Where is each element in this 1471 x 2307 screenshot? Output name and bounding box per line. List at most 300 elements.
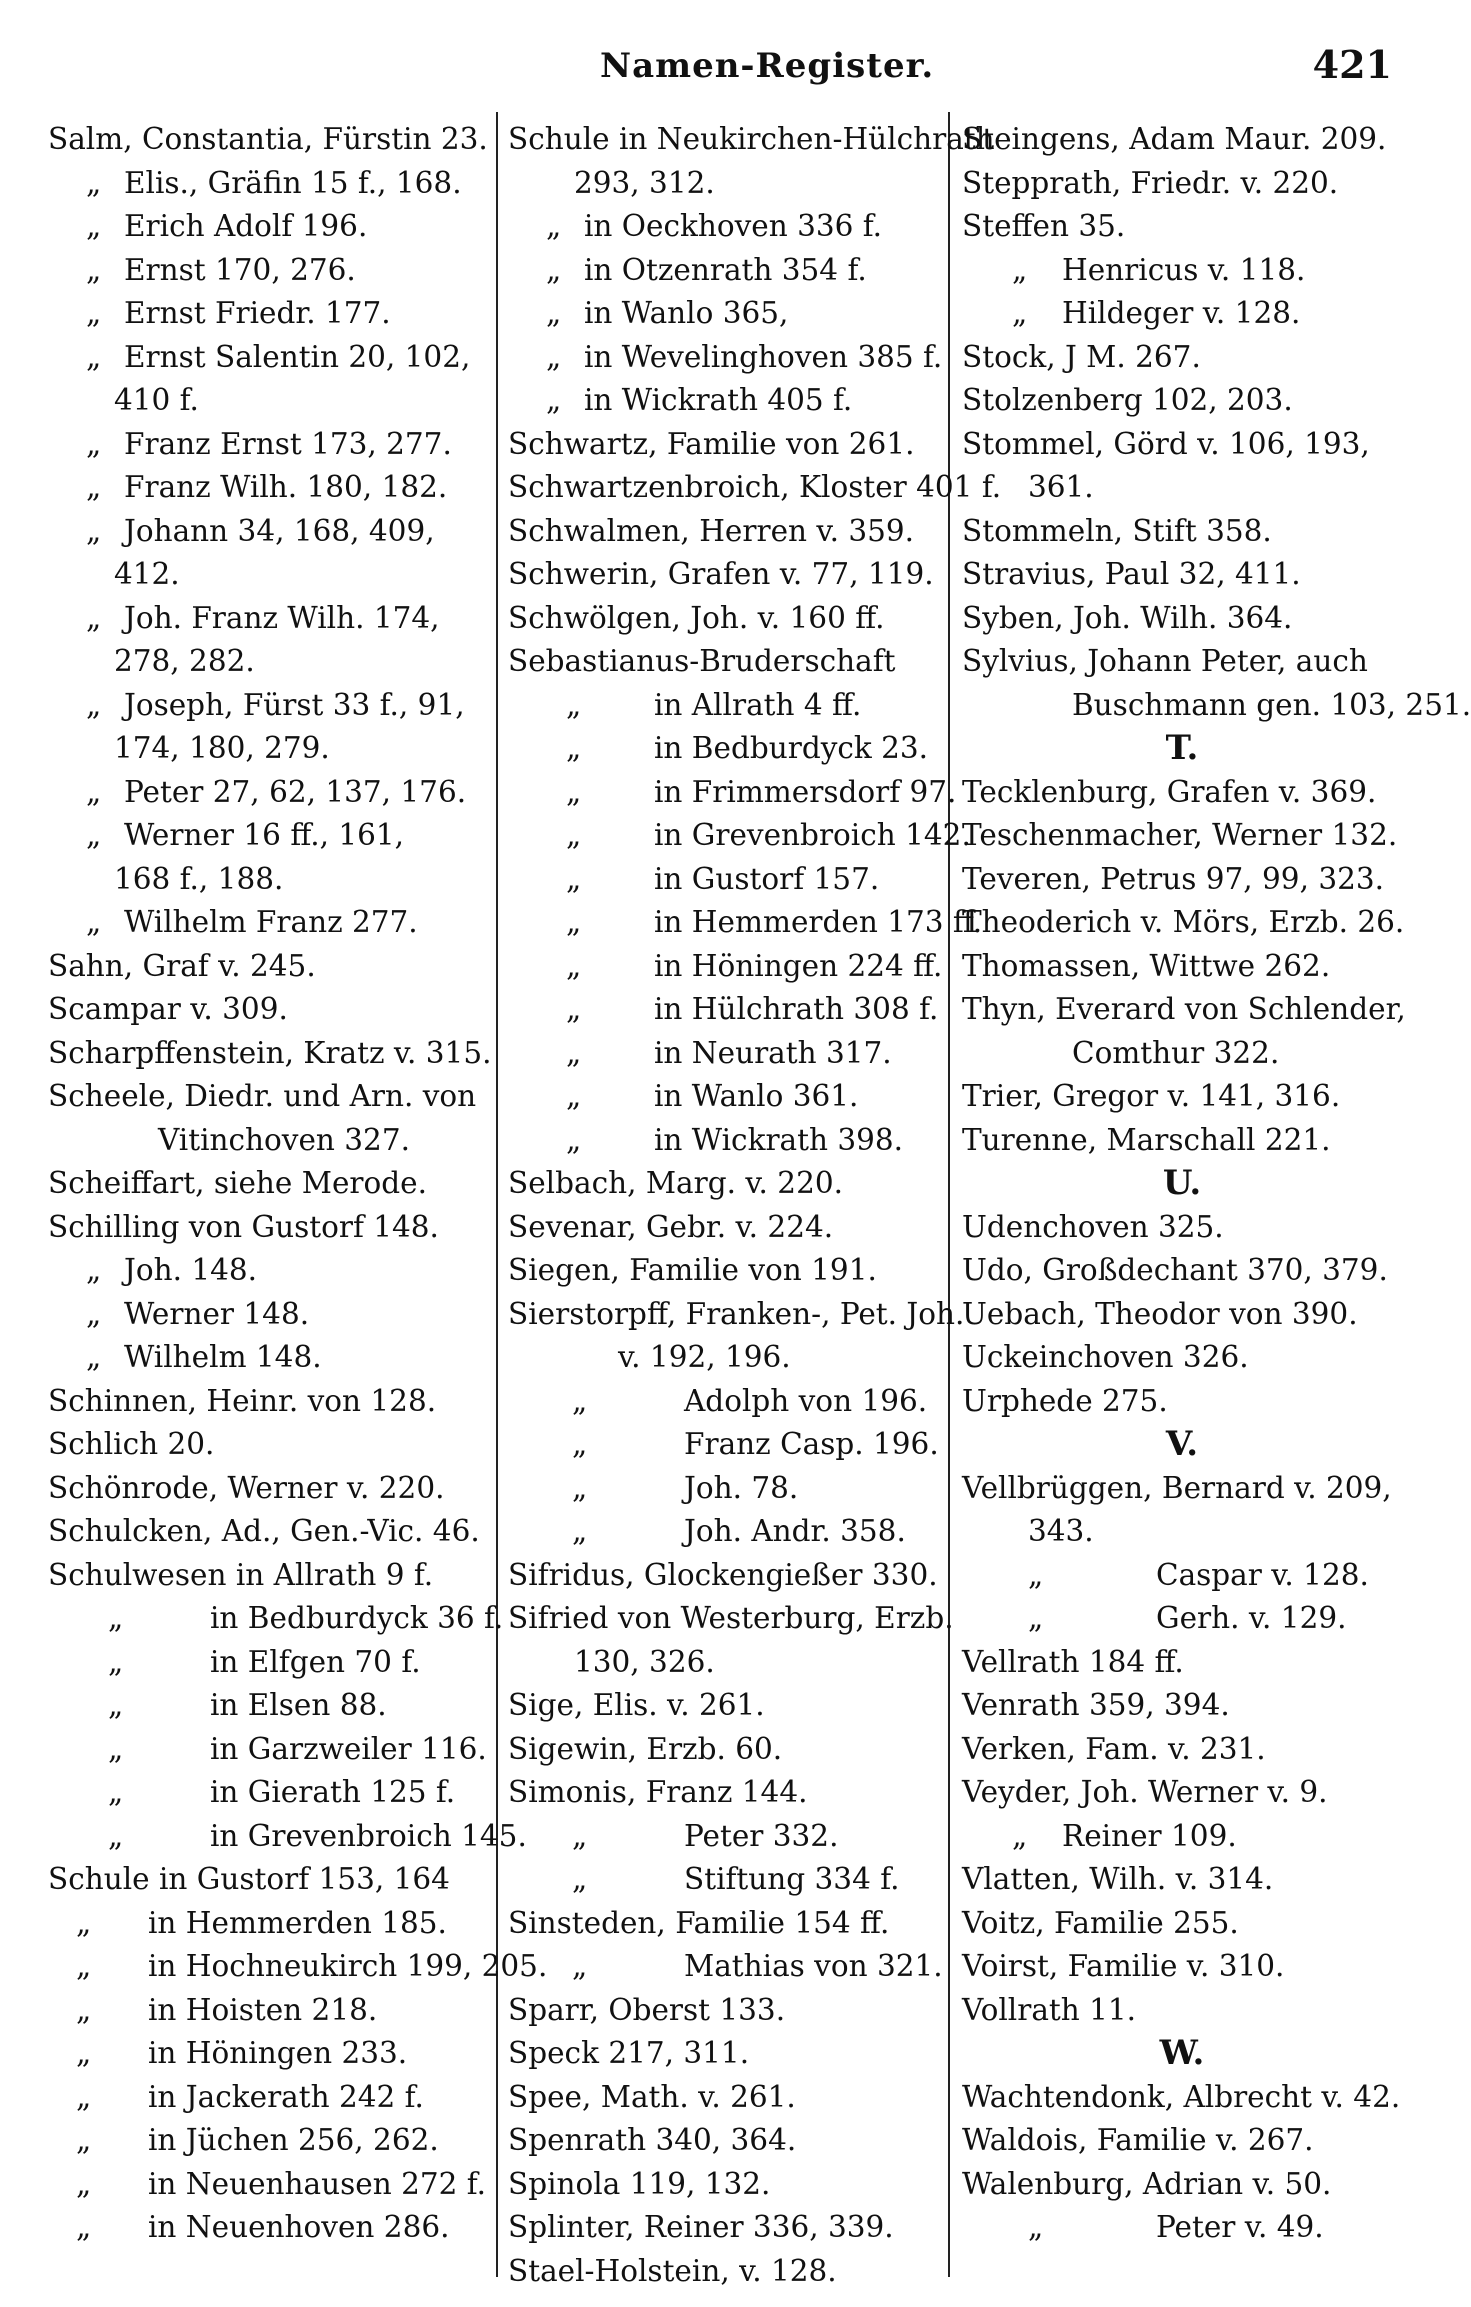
entry-text: Joh. Franz Wilh. 174, bbox=[124, 600, 440, 635]
entry-text: Ernst 170, 276. bbox=[124, 252, 356, 287]
index-entry bbox=[508, 1206, 940, 1250]
entry-text: in Wevelinghoven 385 f. bbox=[584, 339, 943, 374]
entry-text: Franz Ernst 173, 277. bbox=[124, 426, 452, 461]
entry-text: in Frimmersdorf 97. bbox=[654, 774, 957, 809]
entry-text: in Hochneukirch 199, 205. bbox=[148, 1949, 548, 1983]
index-entry bbox=[962, 597, 1402, 641]
index-entry bbox=[508, 1075, 940, 1119]
index-entry bbox=[508, 205, 940, 249]
index-entry bbox=[962, 1206, 1402, 1250]
ditto-mark: „ bbox=[86, 1253, 102, 1287]
entry-text: Stravius, Paul 32, 411. bbox=[962, 557, 1301, 591]
index-entry bbox=[48, 727, 493, 771]
index-entry bbox=[962, 814, 1402, 858]
ditto-mark: „ bbox=[86, 252, 102, 287]
entry-text: Vellbrüggen, Bernard v. 209, bbox=[962, 1470, 1392, 1505]
ditto-mark: „ bbox=[86, 1296, 102, 1331]
ditto-mark: „ bbox=[108, 1775, 124, 1809]
entry-text: Sinsteden, Familie 154 ff. bbox=[508, 1905, 890, 1940]
entry-text: Verken, Fam. v. 231. bbox=[962, 1731, 1266, 1766]
ditto-mark: „ bbox=[86, 296, 102, 330]
index-entry bbox=[508, 1902, 940, 1946]
index-entry bbox=[962, 1119, 1402, 1163]
ditto-mark: „ bbox=[1012, 1818, 1028, 1853]
index-entry bbox=[508, 1336, 940, 1380]
entry-text: in Jackerath 242 f. bbox=[148, 2079, 424, 2114]
entry-text: Schwerin, Grafen v. 77, 119. bbox=[508, 557, 934, 591]
entry-text: Schwartz, Familie von 261. bbox=[508, 426, 915, 461]
index-entry bbox=[48, 1206, 493, 1250]
entry-text: in Wickrath 398. bbox=[654, 1122, 904, 1157]
ditto-mark: „ bbox=[566, 1079, 582, 1113]
entry-text: Schwalmen, Herren v. 359. bbox=[508, 513, 915, 548]
entry-text: Stommeln, Stift 358. bbox=[962, 513, 1272, 548]
entry-text: Franz Wilh. 180, 182. bbox=[124, 470, 448, 504]
entry-text: Vollrath 11. bbox=[962, 1992, 1137, 2027]
ditto-mark: „ bbox=[108, 1688, 124, 1722]
entry-text: Ernst Friedr. 177. bbox=[124, 296, 391, 330]
index-entry bbox=[508, 2250, 940, 2294]
index-entry bbox=[962, 1858, 1402, 1902]
index-entry bbox=[962, 2206, 1402, 2250]
entry-text: Trier, Gregor v. 141, 316. bbox=[962, 1079, 1341, 1113]
ditto-mark: „ bbox=[86, 426, 102, 461]
entry-text: Schlich 20. bbox=[48, 1427, 215, 1461]
entry-text: Schulcken, Ad., Gen.-Vic. 46. bbox=[48, 1514, 480, 1548]
ditto-mark: „ bbox=[1028, 2210, 1044, 2244]
entry-text: Vlatten, Wilh. v. 314. bbox=[962, 1862, 1274, 1896]
ditto-mark: „ bbox=[1012, 252, 1028, 287]
ditto-mark: „ bbox=[86, 513, 102, 548]
entry-text: Steffen 35. bbox=[962, 209, 1126, 243]
entry-text: Udo, Großdechant 370, 379. bbox=[962, 1253, 1388, 1287]
ditto-mark: „ bbox=[566, 861, 582, 896]
ditto-mark: „ bbox=[566, 731, 582, 765]
entry-text: Stock, J M. 267. bbox=[962, 339, 1201, 374]
entry-text: Vitinchoven 327. bbox=[158, 1122, 410, 1157]
entry-text: 278, 282. bbox=[114, 644, 255, 678]
index-entry bbox=[48, 1380, 493, 1424]
entry-text: Peter 332. bbox=[684, 1818, 839, 1853]
ditto-mark: „ bbox=[86, 600, 102, 635]
index-entry bbox=[48, 2076, 493, 2120]
ditto-mark: „ bbox=[546, 339, 562, 374]
index-entry bbox=[962, 249, 1402, 293]
index-entry bbox=[962, 1902, 1402, 1946]
entry-text: Waldois, Familie v. 267. bbox=[962, 2123, 1314, 2157]
index-entry bbox=[508, 162, 940, 206]
entry-text: Joh. 78. bbox=[684, 1470, 799, 1505]
index-entry bbox=[508, 1641, 940, 1685]
index-entry bbox=[508, 858, 940, 902]
index-entry bbox=[508, 553, 940, 597]
entry-text: Sahn, Graf v. 245. bbox=[48, 948, 316, 983]
entry-text: Schwartzenbroich, Kloster 401 f. bbox=[508, 470, 1002, 504]
entry-text: Comthur 322. bbox=[1072, 1035, 1280, 1070]
entry-text: Henricus v. 118. bbox=[1062, 252, 1306, 287]
entry-text: Wilhelm Franz 277. bbox=[124, 905, 418, 939]
entry-text: in Garzweiler 116. bbox=[210, 1731, 487, 1766]
index-entry bbox=[508, 1728, 940, 1772]
entry-text: Siegen, Familie von 191. bbox=[508, 1253, 877, 1287]
entry-text: Wilhelm 148. bbox=[124, 1340, 322, 1374]
entry-text: Urphede 275. bbox=[962, 1383, 1168, 1418]
index-entry bbox=[962, 2163, 1402, 2207]
index-entry bbox=[48, 1771, 493, 1815]
entry-text: in Gustorf 157. bbox=[654, 861, 880, 896]
entry-text: Schinnen, Heinr. von 128. bbox=[48, 1383, 437, 1418]
entry-text: in Hemmerden 173 ff. bbox=[654, 905, 983, 939]
entry-text: 343. bbox=[1028, 1514, 1094, 1548]
entry-text: in Neuenhoven 286. bbox=[148, 2210, 450, 2244]
entry-text: Johann 34, 168, 409, bbox=[124, 513, 435, 548]
index-entry bbox=[508, 771, 957, 815]
index-entry bbox=[48, 1945, 548, 1989]
ditto-mark: „ bbox=[86, 1340, 102, 1374]
index-entry bbox=[48, 858, 493, 902]
index-entry bbox=[508, 684, 940, 728]
index-entry bbox=[508, 423, 940, 467]
section-letter: W. bbox=[1159, 2033, 1205, 2073]
entry-text: in Jüchen 256, 262. bbox=[148, 2123, 439, 2157]
index-entry bbox=[48, 205, 493, 249]
index-entry bbox=[48, 814, 493, 858]
index-entry bbox=[962, 988, 1406, 1032]
index-entry bbox=[508, 1032, 940, 1076]
entry-text: Sparr, Oberst 133. bbox=[508, 1992, 786, 2027]
entry-text: Thyn, Everard von Schlender, bbox=[962, 992, 1406, 1026]
entry-text: Caspar v. 128. bbox=[1156, 1557, 1369, 1592]
index-entry bbox=[48, 2206, 493, 2250]
ditto-mark: „ bbox=[572, 1949, 588, 1983]
index-entry bbox=[508, 336, 943, 380]
entry-text: Scharpffenstein, Kratz v. 315. bbox=[48, 1035, 492, 1070]
index-entry bbox=[508, 2119, 940, 2163]
index-entry bbox=[508, 118, 995, 162]
entry-text: Walenburg, Adrian v. 50. bbox=[962, 2166, 1332, 2201]
page-number: 421 bbox=[1312, 42, 1392, 87]
ditto-mark: „ bbox=[108, 1731, 124, 1766]
index-entry bbox=[508, 2032, 940, 2076]
entry-text: Peter 27, 62, 137, 176. bbox=[124, 774, 467, 809]
section-letter: U. bbox=[1162, 1163, 1202, 1203]
entry-text: in Höningen 224 ff. bbox=[654, 948, 943, 983]
entry-text: Spinola 119, 132. bbox=[508, 2166, 771, 2201]
index-entry bbox=[48, 945, 493, 989]
ditto-mark: „ bbox=[572, 1427, 588, 1461]
ditto-mark: „ bbox=[1012, 296, 1028, 330]
index-entry bbox=[962, 1989, 1402, 2033]
ditto-mark: „ bbox=[566, 1122, 582, 1157]
entry-text: Teveren, Petrus 97, 99, 323. bbox=[962, 861, 1385, 896]
index-entry bbox=[962, 292, 1402, 336]
index-entry bbox=[48, 1902, 493, 1946]
entry-text: Theoderich v. Mörs, Erzb. 26. bbox=[962, 905, 1405, 939]
entry-text: Spenrath 340, 364. bbox=[508, 2123, 797, 2157]
entry-text: 293, 312. bbox=[574, 165, 715, 200]
index-entry bbox=[962, 510, 1402, 554]
ditto-mark: „ bbox=[76, 2166, 92, 2201]
ditto-mark: „ bbox=[76, 2210, 92, 2244]
entry-text: Sylvius, Johann Peter, auch bbox=[962, 644, 1368, 678]
index-entry bbox=[508, 640, 940, 684]
entry-text: Joseph, Fürst 33 f., 91, bbox=[124, 687, 465, 722]
entry-text: Splinter, Reiner 336, 339. bbox=[508, 2210, 894, 2244]
index-entry bbox=[962, 1597, 1402, 1641]
entry-text: Sifried von Westerburg, Erzb. bbox=[508, 1601, 954, 1635]
index-entry bbox=[508, 1554, 940, 1598]
index-entry bbox=[48, 2119, 493, 2163]
entry-text: Stolzenberg 102, 203. bbox=[962, 383, 1293, 417]
entry-text: in Hoisten 218. bbox=[148, 1992, 378, 2027]
ditto-mark: „ bbox=[76, 2123, 92, 2157]
index-entry bbox=[962, 945, 1402, 989]
entry-text: Franz Casp. 196. bbox=[684, 1427, 939, 1461]
index-entry bbox=[48, 1423, 493, 1467]
index-entry bbox=[48, 2032, 493, 2076]
index-entry bbox=[508, 1945, 943, 1989]
entry-text: Schilling von Gustorf 148. bbox=[48, 1209, 439, 1244]
index-entry bbox=[508, 814, 971, 858]
ditto-mark: „ bbox=[566, 774, 582, 809]
entry-text: in Elsen 88. bbox=[210, 1688, 387, 1722]
entry-text: in Grevenbroich 145. bbox=[210, 1818, 527, 1853]
entry-text: Turenne, Marschall 221. bbox=[962, 1122, 1331, 1157]
entry-text: Schwölgen, Joh. v. 160 ff. bbox=[508, 600, 885, 635]
entry-text: Tecklenburg, Grafen v. 369. bbox=[962, 774, 1377, 809]
ditto-mark: „ bbox=[76, 1949, 92, 1983]
index-entry bbox=[962, 1684, 1402, 1728]
entry-text: Speck 217, 311. bbox=[508, 2036, 750, 2070]
index-entry bbox=[48, 1510, 493, 1554]
entry-text: Scheiffart, siehe Merode. bbox=[48, 1166, 427, 1200]
index-entry bbox=[508, 1467, 940, 1511]
entry-text: Werner 148. bbox=[124, 1296, 310, 1331]
entry-text: Vellrath 184 ff. bbox=[962, 1644, 1184, 1679]
entry-text: Joh. Andr. 358. bbox=[684, 1514, 906, 1548]
entry-text: Adolph von 196. bbox=[684, 1383, 928, 1418]
entry-text: in Allrath 4 ff. bbox=[654, 687, 862, 722]
index-entry bbox=[508, 379, 940, 423]
entry-text: 410 f. bbox=[114, 383, 199, 417]
index-entry bbox=[48, 1467, 493, 1511]
index-entry bbox=[48, 249, 493, 293]
index-entry bbox=[48, 771, 493, 815]
index-entry bbox=[962, 1554, 1402, 1598]
ditto-mark: „ bbox=[76, 2036, 92, 2070]
entry-text: Simonis, Franz 144. bbox=[508, 1775, 808, 1809]
index-entry bbox=[48, 1075, 493, 1119]
ditto-mark: „ bbox=[1028, 1557, 1044, 1592]
ditto-mark: „ bbox=[572, 1818, 588, 1853]
entry-text: in Hemmerden 185. bbox=[148, 1905, 447, 1940]
ditto-mark: „ bbox=[572, 1470, 588, 1505]
ditto-mark: „ bbox=[546, 252, 562, 287]
index-entry bbox=[48, 336, 493, 380]
index-entry bbox=[48, 1989, 493, 2033]
ditto-mark: „ bbox=[86, 165, 102, 200]
ditto-mark: „ bbox=[566, 992, 582, 1026]
ditto-mark: „ bbox=[86, 818, 102, 852]
index-entry bbox=[48, 1641, 493, 1685]
index-entry bbox=[962, 1293, 1402, 1337]
index-entry bbox=[48, 162, 493, 206]
entry-text: Werner 16 ff., 161, bbox=[124, 818, 405, 852]
index-entry bbox=[48, 597, 493, 641]
index-entry bbox=[508, 901, 983, 945]
index-entry bbox=[508, 1380, 940, 1424]
index-entry bbox=[48, 379, 493, 423]
entry-text: Hildeger v. 128. bbox=[1062, 296, 1301, 330]
index-entry bbox=[508, 1858, 940, 1902]
index-entry bbox=[48, 1815, 527, 1859]
index-entry bbox=[508, 988, 940, 1032]
entry-text: Gerh. v. 129. bbox=[1156, 1601, 1347, 1635]
index-entry bbox=[48, 901, 493, 945]
entry-text: in Neuenhausen 272 f. bbox=[148, 2166, 487, 2201]
entry-text: Stiftung 334 f. bbox=[684, 1862, 900, 1896]
index-entry bbox=[962, 1336, 1402, 1380]
index-entry bbox=[48, 684, 493, 728]
entry-text: Buschmann gen. 103, 251. bbox=[1072, 687, 1471, 722]
entry-text: 174, 180, 279. bbox=[114, 731, 330, 765]
entry-text: 361. bbox=[1028, 470, 1094, 504]
index-entry bbox=[48, 1554, 493, 1598]
index-entry bbox=[48, 118, 493, 162]
entry-text: in Elfgen 70 f. bbox=[210, 1644, 421, 1679]
index-entry bbox=[508, 1293, 965, 1337]
index-entry bbox=[48, 1597, 504, 1641]
index-entry bbox=[508, 1119, 940, 1163]
ditto-mark: „ bbox=[546, 209, 562, 243]
entry-text: Sevenar, Gebr. v. 224. bbox=[508, 1209, 834, 1244]
index-entry bbox=[962, 1945, 1402, 1989]
index-entry bbox=[962, 901, 1405, 945]
entry-text: in Gierath 125 f. bbox=[210, 1775, 456, 1809]
index-entry bbox=[508, 510, 940, 554]
index-entry bbox=[508, 945, 943, 989]
index-entry bbox=[962, 1467, 1402, 1511]
entry-text: 168 f., 188. bbox=[114, 861, 284, 896]
entry-text: Thomassen, Wittwe 262. bbox=[962, 948, 1331, 983]
index-entry bbox=[962, 1771, 1402, 1815]
entry-text: 412. bbox=[114, 557, 180, 591]
ditto-mark: „ bbox=[76, 2079, 92, 2114]
index-entry bbox=[962, 1249, 1402, 1293]
index-entry bbox=[508, 727, 940, 771]
entry-text: in Bedburdyck 36 f. bbox=[210, 1601, 504, 1635]
index-entry bbox=[508, 1771, 940, 1815]
index-entry bbox=[508, 2206, 940, 2250]
index-entry bbox=[48, 553, 493, 597]
index-entry bbox=[48, 2163, 493, 2207]
index-entry bbox=[48, 1293, 493, 1337]
index-entry bbox=[508, 1249, 940, 1293]
column-divider bbox=[948, 112, 950, 2277]
section-letter: V. bbox=[1165, 1424, 1199, 1464]
entry-text: in Wickrath 405 f. bbox=[584, 383, 853, 417]
index-entry bbox=[508, 1989, 940, 2033]
index-entry bbox=[962, 2076, 1402, 2120]
index-entry bbox=[508, 1510, 940, 1554]
entry-text: Peter v. 49. bbox=[1156, 2210, 1324, 2244]
index-entry bbox=[508, 1162, 940, 1206]
entry-text: in Wanlo 361. bbox=[654, 1079, 859, 1113]
entry-text: in Oeckhoven 336 f. bbox=[584, 209, 883, 243]
entry-text: in Otzenrath 354 f. bbox=[584, 252, 867, 287]
entry-text: Uebach, Theodor von 390. bbox=[962, 1296, 1358, 1331]
index-entry bbox=[48, 1728, 493, 1772]
ditto-mark: „ bbox=[566, 687, 582, 722]
entry-text: Sebastianus-Bruderschaft bbox=[508, 644, 896, 678]
index-entry bbox=[962, 553, 1402, 597]
ditto-mark: „ bbox=[76, 1905, 92, 1940]
index-entry bbox=[48, 423, 493, 467]
index-entry bbox=[962, 1032, 1402, 1076]
entry-text: in Bedburdyck 23. bbox=[654, 731, 929, 765]
index-entry bbox=[508, 249, 940, 293]
index-column-3 bbox=[962, 118, 1471, 2250]
entry-text: Steingens, Adam Maur. 209. bbox=[962, 122, 1387, 156]
index-entry bbox=[508, 1815, 940, 1859]
entry-text: Spee, Math. v. 261. bbox=[508, 2079, 796, 2114]
index-entry bbox=[508, 1597, 954, 1641]
index-entry bbox=[962, 1815, 1402, 1859]
ditto-mark: „ bbox=[546, 296, 562, 330]
index-entry bbox=[962, 771, 1402, 815]
entry-text: Sige, Elis. v. 261. bbox=[508, 1688, 765, 1722]
index-entry bbox=[962, 162, 1402, 206]
entry-text: Voitz, Familie 255. bbox=[962, 1905, 1239, 1940]
index-entry bbox=[48, 1119, 493, 1163]
entry-text: Venrath 359, 394. bbox=[962, 1688, 1230, 1722]
entry-text: Voirst, Familie v. 310. bbox=[962, 1949, 1285, 1983]
ditto-mark: „ bbox=[566, 905, 582, 939]
index-entry bbox=[48, 510, 493, 554]
page-header bbox=[0, 38, 1440, 98]
index-entry bbox=[508, 466, 1002, 510]
ditto-mark: „ bbox=[566, 948, 582, 983]
entry-text: Syben, Joh. Wilh. 364. bbox=[962, 600, 1293, 635]
entry-text: Ernst Salentin 20, 102, bbox=[124, 339, 471, 374]
entry-text: in Wanlo 365, bbox=[584, 296, 789, 330]
index-entry bbox=[962, 1380, 1402, 1424]
ditto-mark: „ bbox=[1028, 1601, 1044, 1635]
ditto-mark: „ bbox=[546, 383, 562, 417]
entry-text: Sierstorpff, Franken-, Pet. Joh. bbox=[508, 1296, 965, 1331]
index-entry bbox=[962, 640, 1402, 684]
index-entry bbox=[962, 379, 1402, 423]
ditto-mark: „ bbox=[86, 339, 102, 374]
entry-text: Schule in Neukirchen-Hülchrath bbox=[508, 122, 995, 156]
entry-text: Stepprath, Friedr. v. 220. bbox=[962, 165, 1339, 200]
index-entry bbox=[48, 1684, 493, 1728]
entry-text: Wachtendonk, Albrecht v. 42. bbox=[962, 2079, 1401, 2114]
ditto-mark: „ bbox=[86, 687, 102, 722]
index-entry bbox=[962, 466, 1402, 510]
entry-text: Reiner 109. bbox=[1062, 1818, 1237, 1853]
entry-text: Schönrode, Werner v. 220. bbox=[48, 1470, 445, 1505]
entry-text: Salm, Constantia, Fürstin 23. bbox=[48, 122, 488, 156]
index-entry bbox=[962, 2119, 1402, 2163]
index-entry bbox=[508, 597, 940, 641]
ditto-mark: „ bbox=[108, 1818, 124, 1853]
index-entry bbox=[48, 988, 493, 1032]
index-entry bbox=[48, 1032, 493, 1076]
entry-text: Selbach, Marg. v. 220. bbox=[508, 1166, 843, 1200]
index-entry bbox=[962, 118, 1402, 162]
index-entry bbox=[48, 1336, 493, 1380]
